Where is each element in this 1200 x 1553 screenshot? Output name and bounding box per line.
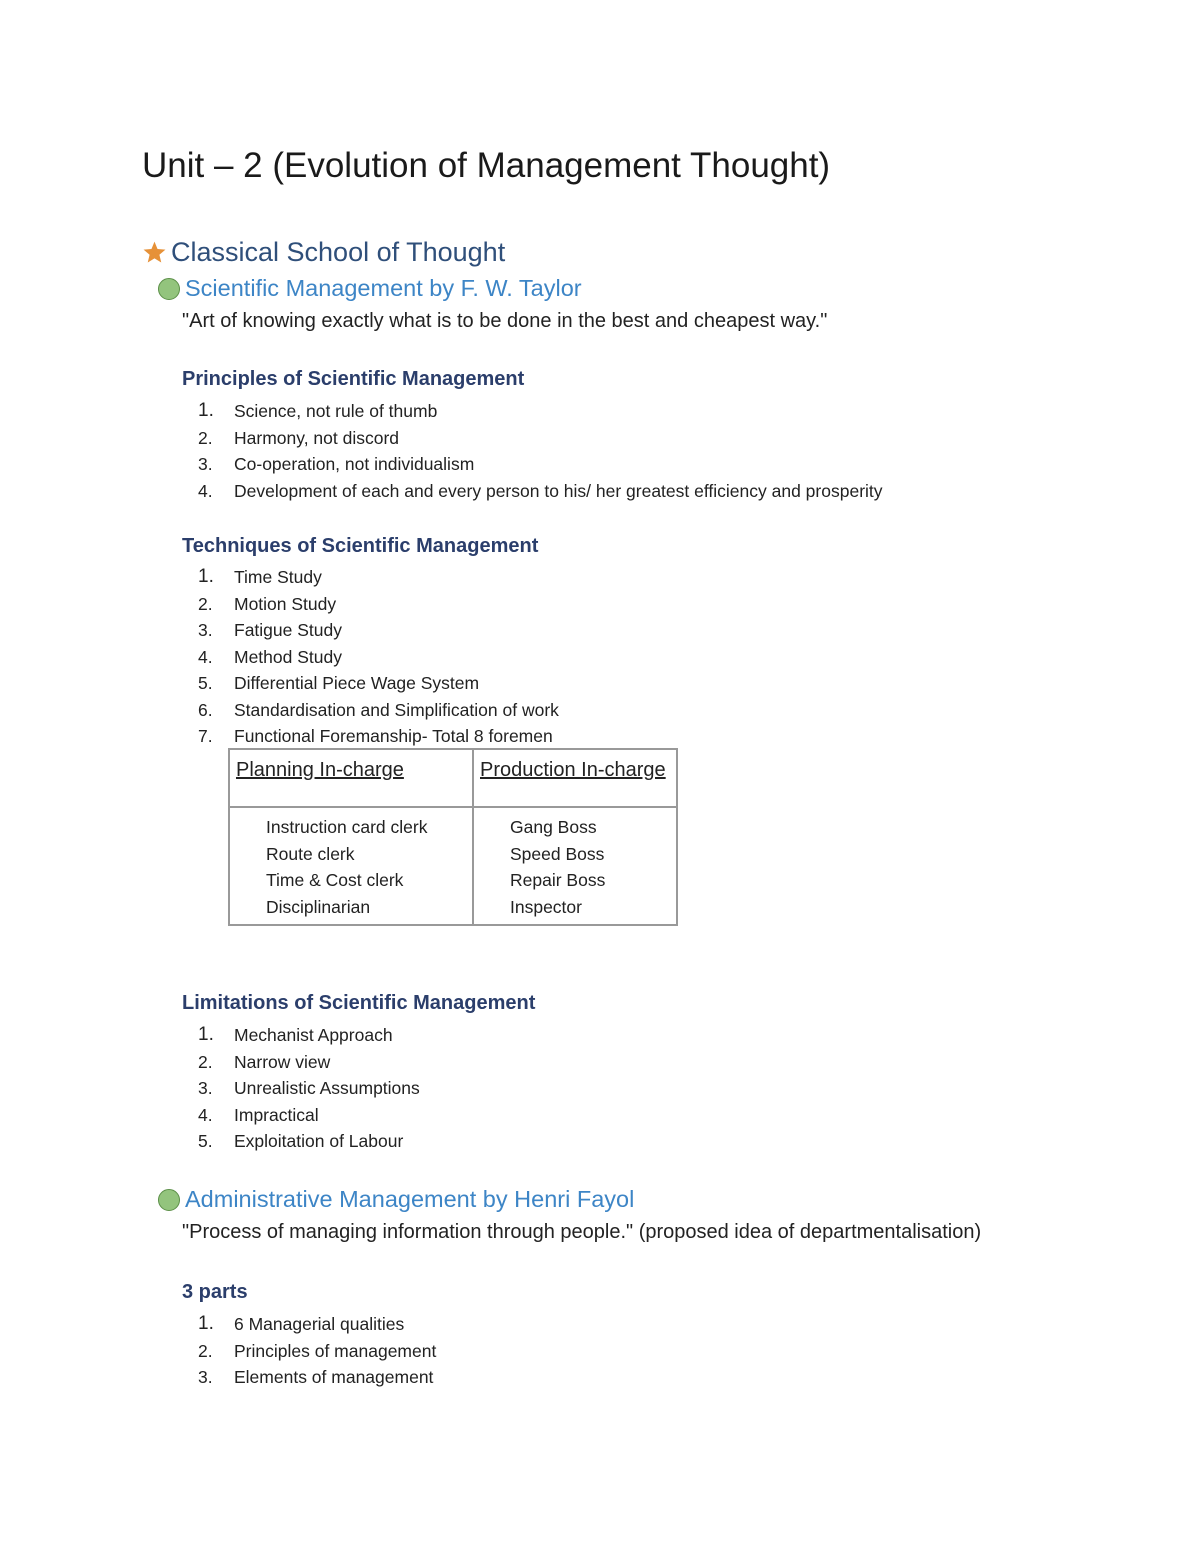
list-item-number: 1.	[198, 566, 214, 587]
list-item	[182, 1128, 420, 1155]
list-item-number: 3.	[198, 1367, 213, 1387]
list-item	[182, 1364, 436, 1391]
classical-school-heading	[142, 237, 505, 268]
planning-incharge-header: Planning In-charge	[229, 749, 473, 807]
list-item-text: Standardisation and Simplification of work	[234, 699, 559, 720]
list-item-text: Impractical	[234, 1104, 319, 1125]
scientific-quote: "Art of knowing exactly what is to be done in the best and cheapest way."	[182, 310, 828, 332]
list-item	[182, 670, 559, 697]
list-item-text: Unrealistic Assumptions	[234, 1078, 420, 1098]
circle-icon	[158, 1189, 180, 1211]
list-item-number: 2.	[198, 593, 213, 614]
list-item-number: 4.	[198, 1104, 213, 1125]
list-item-number: 3.	[198, 1078, 213, 1098]
list-item-text: Science, not rule of thumb	[234, 401, 438, 421]
administrative-management-heading	[158, 1186, 634, 1213]
list-item-number: 6.	[198, 699, 213, 720]
list-item	[182, 1102, 420, 1129]
scientific-management-heading	[158, 275, 582, 302]
techniques-list	[182, 564, 559, 750]
list-item	[182, 1022, 420, 1049]
planning-foreman-item: Instruction card clerk	[266, 817, 428, 837]
list-item-text: Functional Foremanship- Total 8 foremen	[234, 726, 553, 746]
list-item-number: 2.	[198, 427, 213, 448]
list-item-number: 4.	[198, 646, 213, 667]
limitations-heading: Limitations of Scientific Management	[182, 992, 536, 1014]
list-item	[182, 1049, 420, 1076]
list-item	[182, 617, 559, 644]
page-title: Unit – 2 (Evolution of Management Thought)	[142, 146, 831, 185]
list-item-text: Development of each and every person to his/ her greatest efficiency and prosperity	[234, 480, 883, 501]
scientific-management-label: Scientific Management by F. W. Taylor	[185, 275, 582, 301]
list-item-number: 1.	[198, 1024, 214, 1045]
list-item-number: 1.	[198, 400, 214, 421]
list-item	[182, 425, 883, 452]
list-item-text: Elements of management	[234, 1367, 434, 1387]
list-item-number: 3.	[198, 620, 213, 640]
limitations-list	[182, 1022, 420, 1155]
list-item-number: 1.	[198, 1313, 214, 1334]
list-item-text: Time Study	[234, 567, 322, 587]
production-foreman-item: Inspector	[510, 896, 582, 917]
list-item	[182, 564, 559, 591]
list-item-text: 6 Managerial qualities	[234, 1314, 405, 1334]
list-item-text: Exploitation of Labour	[234, 1131, 404, 1151]
list-item-number: 4.	[198, 480, 213, 501]
list-item	[182, 591, 559, 618]
production-foreman-item: Gang Boss	[510, 817, 597, 837]
administrative-quote: "Process of managing information through people." (proposed idea of departmentalisation)	[182, 1221, 982, 1243]
list-item	[182, 1311, 436, 1338]
planning-foreman-item: Disciplinarian	[266, 896, 371, 917]
list-item-text: Method Study	[234, 646, 342, 667]
production-foreman-item: Repair Boss	[510, 870, 606, 890]
principles-heading: Principles of Scientific Management	[182, 368, 525, 390]
list-item	[182, 723, 559, 750]
three-parts-list	[182, 1311, 436, 1391]
planning-foremen-cell	[229, 807, 473, 925]
circle-icon	[158, 278, 180, 300]
list-item-number: 5.	[198, 673, 213, 693]
star-icon	[142, 240, 167, 265]
production-foreman-item: Speed Boss	[510, 843, 605, 864]
list-item-number: 3.	[198, 454, 213, 474]
table-row	[229, 807, 677, 925]
list-item-number: 7.	[198, 726, 213, 746]
administrative-management-label: Administrative Management by Henri Fayol	[185, 1186, 635, 1212]
list-item	[182, 644, 559, 671]
functional-foremanship-table	[228, 748, 678, 926]
list-item-text: Co-operation, not individualism	[234, 454, 475, 474]
list-item-text: Mechanist Approach	[234, 1025, 393, 1045]
planning-foreman-item: Time & Cost clerk	[266, 870, 404, 890]
list-item	[182, 398, 883, 425]
list-item-number: 2.	[198, 1340, 213, 1361]
list-item-text: Harmony, not discord	[234, 427, 400, 448]
list-item-number: 2.	[198, 1051, 213, 1072]
list-item	[182, 697, 559, 724]
principles-list	[182, 398, 883, 504]
classical-school-label: Classical School of Thought	[171, 237, 506, 267]
list-item	[182, 478, 883, 505]
list-item-text: Differential Piece Wage System	[234, 673, 480, 693]
list-item-text: Narrow view	[234, 1051, 331, 1072]
list-item-text: Principles of management	[234, 1340, 437, 1361]
list-item	[182, 1075, 420, 1102]
list-item-text: Motion Study	[234, 593, 337, 614]
production-foremen-cell	[473, 807, 677, 925]
techniques-heading: Techniques of Scientific Management	[182, 535, 539, 557]
three-parts-heading: 3 parts	[182, 1281, 248, 1303]
list-item	[182, 451, 883, 478]
planning-foreman-item: Route clerk	[266, 843, 355, 864]
list-item-text: Fatigue Study	[234, 620, 342, 640]
list-item	[182, 1338, 436, 1365]
production-incharge-header: Production In-charge	[473, 749, 677, 807]
table-header-row	[229, 749, 677, 807]
list-item-number: 5.	[198, 1131, 213, 1151]
